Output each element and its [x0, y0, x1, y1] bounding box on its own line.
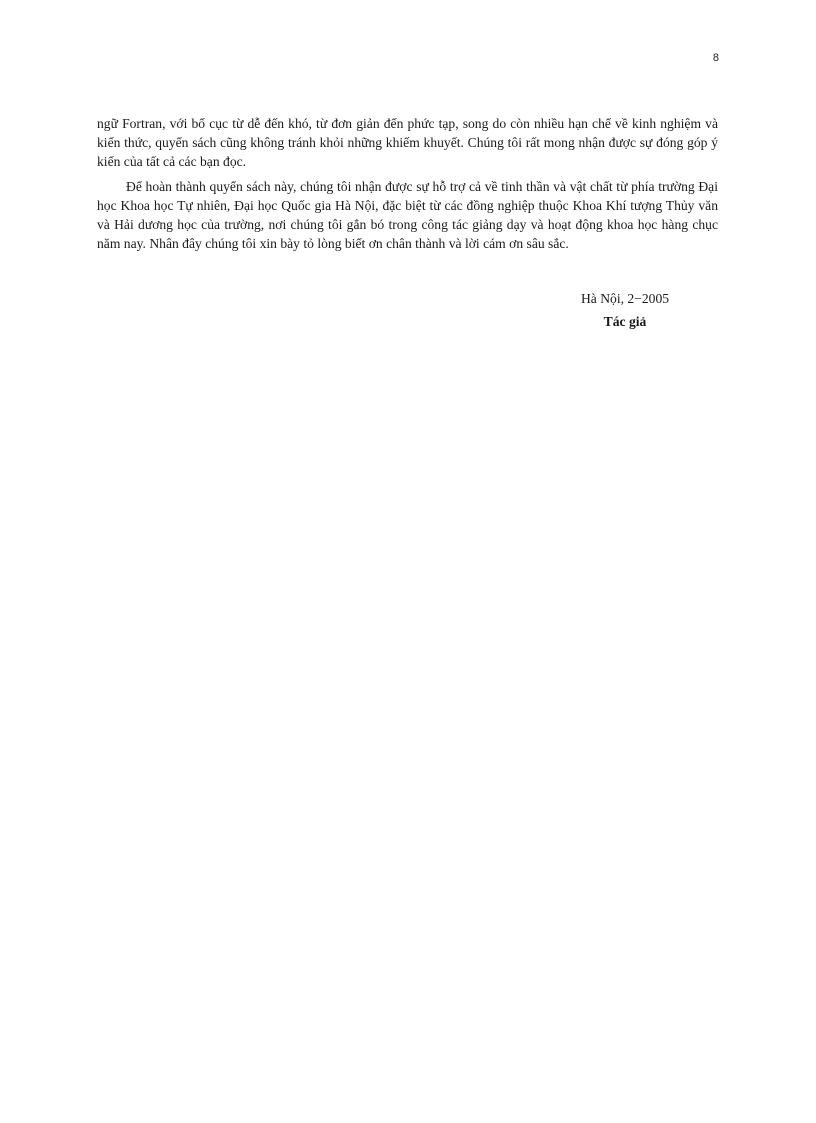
- document-body: [97, 114, 718, 253]
- page-number: 8: [712, 52, 719, 64]
- place-date: Hà Nội, 2−2005: [580, 291, 670, 306]
- paragraph-acknowledgement: Để hoàn thành quyển sách này, chúng tôi nhận được sự hỗ trợ cả về tinh thần và vật chất từ phía trường Đại học Khoa học Tự nhiên, Đại học Quốc gia Hà Nội, đặc biệt từ các đồng nghiệp thuộc Khoa Khí tượng Thủy văn và Hải dương học của trường, nơi chúng tôi gắn bó trong công tác giảng dạy và hoạt động khoa học hàng chục năm nay. Nhân đây chúng tôi xin bày tỏ lòng biết ơn chân thành và lời cám ơn sâu sắc.: [97, 178, 718, 252]
- author-label: Tác giả: [603, 313, 647, 329]
- signature-block: [560, 289, 690, 331]
- paragraph-continuation: ngữ Fortran, với bố cục từ dễ đến khó, từ đơn giản đến phức tạp, song do còn nhiều hạn chế về kinh nghiệm và kiến thức, quyển sách cũng không tránh khỏi những khiếm khuyết. Chúng tôi rất mong nhận được sự đóng góp ý kiến của tất cả các bạn đọc.: [97, 116, 718, 170]
